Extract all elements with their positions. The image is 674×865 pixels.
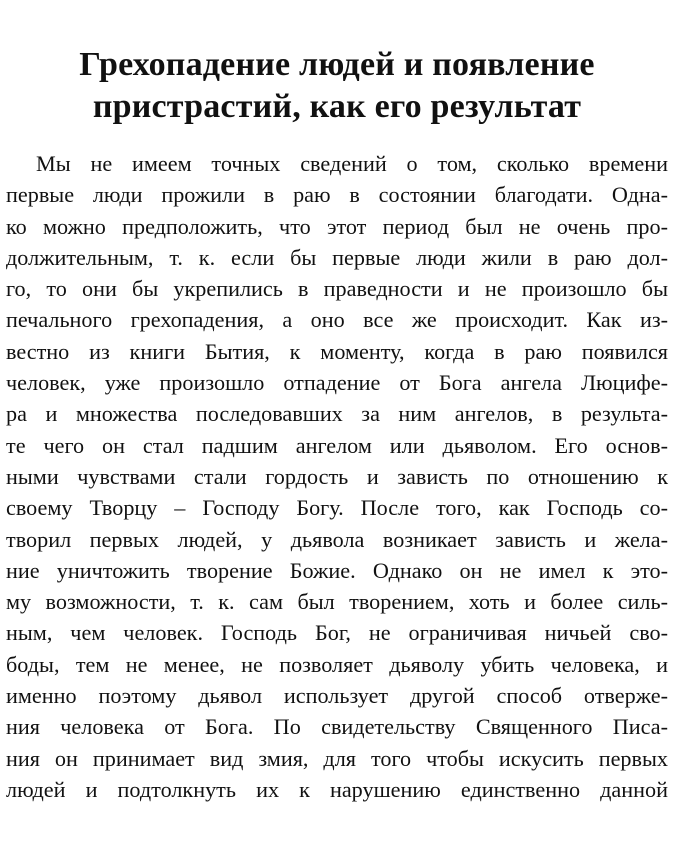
text-line: ния он принимает вид змия, для того чтобы искусить первых bbox=[6, 745, 668, 771]
text-line: вестно из книги Бытия, к моменту, когда в раю появился bbox=[6, 338, 668, 364]
document-page bbox=[6, 0, 668, 865]
text-line: го, то они бы укрепились в праведности и не произошло бы bbox=[6, 276, 668, 302]
text-line: боды, тем не менее, не позволяет дьяволу убить человека, и bbox=[6, 651, 668, 677]
text-line: творил первых людей, у дьявола возникает зависть и жела- bbox=[6, 526, 668, 552]
text-line: своему Творцу – Господу Богу. После того, как Господь со- bbox=[6, 495, 668, 521]
text-line: му возможности, т. к. сам был творением, хоть и более силь- bbox=[6, 589, 668, 615]
text-line: печального грехопадения, а оно все же происходит. Как из- bbox=[6, 307, 668, 333]
chapter-title bbox=[6, 0, 668, 128]
text-line: те чего он стал падшим ангелом или дьяволом. Его основ- bbox=[6, 432, 668, 458]
text-line: ко можно предположить, что этот период был не очень про- bbox=[6, 213, 668, 239]
body-paragraph bbox=[6, 148, 668, 805]
text-line: человек, уже произошло отпадение от Бога ангела Люцифе- bbox=[6, 370, 668, 396]
text-line: Мы не имеем точных сведений о том, сколько времени bbox=[36, 151, 668, 176]
text-line: людей и подтолкнуть их к нарушению единственно данной bbox=[6, 776, 668, 802]
text-line: именно поэтому дьявол использует другой способ отверже- bbox=[6, 683, 668, 709]
chapter-title-line-2: пристрастий, как его результат bbox=[92, 88, 582, 125]
text-line: ным, чем человек. Господь Бог, не ограничивая ничьей сво- bbox=[6, 620, 668, 646]
chapter-title-line-1: Грехопадение людей и появление bbox=[79, 46, 595, 83]
text-line: должительным, т. к. если бы первые люди жили в раю дол- bbox=[6, 244, 668, 270]
text-line: ра и множества последовавших за ним ангелов, в результа- bbox=[6, 401, 668, 427]
text-line: первые люди прожили в раю в состоянии благодати. Одна- bbox=[6, 182, 668, 208]
text-line: ния человека от Бога. По свидетельству Священного Писа- bbox=[6, 714, 668, 740]
text-line: ние уничтожить творение Божие. Однако он не имел к это- bbox=[6, 557, 668, 583]
text-line: ными чувствами стали гордость и зависть по отношению к bbox=[6, 463, 668, 489]
